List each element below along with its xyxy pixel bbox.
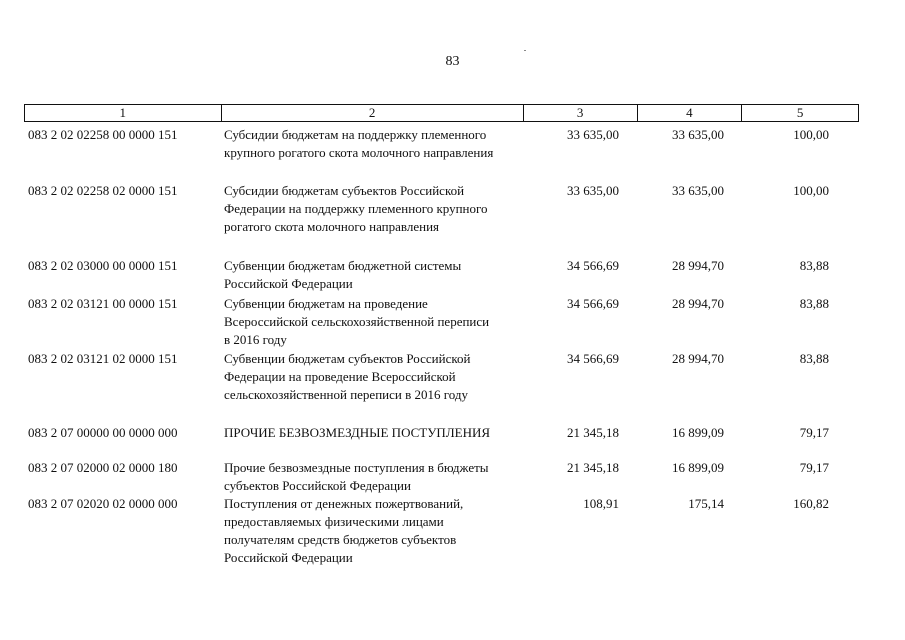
row-name xyxy=(224,182,522,236)
table-header xyxy=(24,104,859,122)
header-col-3: 3 xyxy=(524,105,638,121)
row-col5-value: 83,88 xyxy=(799,296,829,311)
row-name-line: крупного рогатого скота молочного направления xyxy=(224,145,494,160)
row-col5-value: 79,17 xyxy=(799,460,829,475)
header-col-1: 1 xyxy=(25,105,222,121)
header-col-4: 4 xyxy=(638,105,743,121)
row-name xyxy=(224,459,522,495)
row-col3-value: 34 566,69 xyxy=(567,351,619,366)
row-name-line: Российской Федерации xyxy=(224,276,353,291)
row-col3-value: 33 635,00 xyxy=(567,127,619,142)
row-col4-value: 28 994,70 xyxy=(672,296,724,311)
row-name-line: Федерации на поддержку племенного крупного xyxy=(224,201,488,216)
row-col3-value: 21 345,18 xyxy=(567,425,619,440)
header-col-5: 5 xyxy=(796,105,804,120)
row-col4-value: 16 899,09 xyxy=(672,460,724,475)
row-name-line: рогатого скота молочного направления xyxy=(224,219,440,234)
row-code: 083 2 02 03000 00 0000 151 xyxy=(28,258,178,273)
row-name-line: Всероссийской сельскохозяйственной переписи xyxy=(224,314,490,329)
row-col3-value: 33 635,00 xyxy=(567,183,619,198)
row-name-line: Прочие безвозмездные поступления в бюджеты xyxy=(224,460,489,475)
row-name-line: предоставляемых физическими лицами xyxy=(224,514,444,529)
row-code: 083 2 02 03121 00 0000 151 xyxy=(28,296,178,311)
row-col3-value: 34 566,69 xyxy=(567,296,619,311)
row-name-line: Субвенции бюджетам бюджетной системы xyxy=(224,258,462,273)
scan-speck xyxy=(524,50,526,51)
row-name-line: Федерации на проведение Всероссийской xyxy=(224,369,456,384)
row-code: 083 2 02 02258 00 0000 151 xyxy=(28,127,178,142)
row-col4-value: 28 994,70 xyxy=(672,258,724,273)
row-col4-value: 175,14 xyxy=(688,496,724,511)
row-name-line: Субсидии бюджетам субъектов Российской xyxy=(224,183,465,198)
row-name xyxy=(224,295,522,349)
row-name xyxy=(224,126,522,162)
row-col5-value: 160,82 xyxy=(793,496,829,511)
row-name-line: в 2016 году xyxy=(224,332,287,347)
row-col5-value: 83,88 xyxy=(799,351,829,366)
row-code: 083 2 07 02000 02 0000 180 xyxy=(28,460,178,475)
row-code: 083 2 02 03121 02 0000 151 xyxy=(28,351,178,366)
row-name xyxy=(224,495,522,567)
row-col5-value: 79,17 xyxy=(799,425,829,440)
row-col4-value: 16 899,09 xyxy=(672,425,724,440)
row-code: 083 2 07 00000 00 0000 000 xyxy=(28,425,178,440)
row-col5-value: 100,00 xyxy=(793,183,829,198)
row-name-line: получателям средств бюджетов субъектов xyxy=(224,532,457,547)
row-col4-value: 33 635,00 xyxy=(672,127,724,142)
row-col3-value: 108,91 xyxy=(583,496,619,511)
row-col4-value: 33 635,00 xyxy=(672,183,724,198)
row-col3-value: 34 566,69 xyxy=(567,258,619,273)
page-number: 83 xyxy=(445,54,460,69)
row-name xyxy=(224,257,522,293)
row-name-line: Субвенции бюджетам субъектов Российской xyxy=(224,351,471,366)
header-col-2: 2 xyxy=(222,105,524,121)
row-code: 083 2 07 02020 02 0000 000 xyxy=(28,496,178,511)
row-name-line: Поступления от денежных пожертвований, xyxy=(224,496,464,511)
row-name xyxy=(224,424,522,442)
row-name-line: Субсидии бюджетам на поддержку племенного xyxy=(224,127,487,142)
row-code: 083 2 02 02258 02 0000 151 xyxy=(28,183,178,198)
row-name-line: ПРОЧИЕ БЕЗВОЗМЕЗДНЫЕ ПОСТУПЛЕНИЯ xyxy=(224,425,491,440)
row-name-line: сельскохозяйственной переписи в 2016 году xyxy=(224,387,468,402)
row-name-line: Субвенции бюджетам на проведение xyxy=(224,296,428,311)
row-name-line: субъектов Российской Федерации xyxy=(224,478,411,493)
row-col3-value: 21 345,18 xyxy=(567,460,619,475)
row-col4-value: 28 994,70 xyxy=(672,351,724,366)
row-col5-value: 83,88 xyxy=(799,258,829,273)
row-name xyxy=(224,350,522,404)
row-name-line: Российской Федерации xyxy=(224,550,353,565)
row-col5-value: 100,00 xyxy=(793,127,829,142)
